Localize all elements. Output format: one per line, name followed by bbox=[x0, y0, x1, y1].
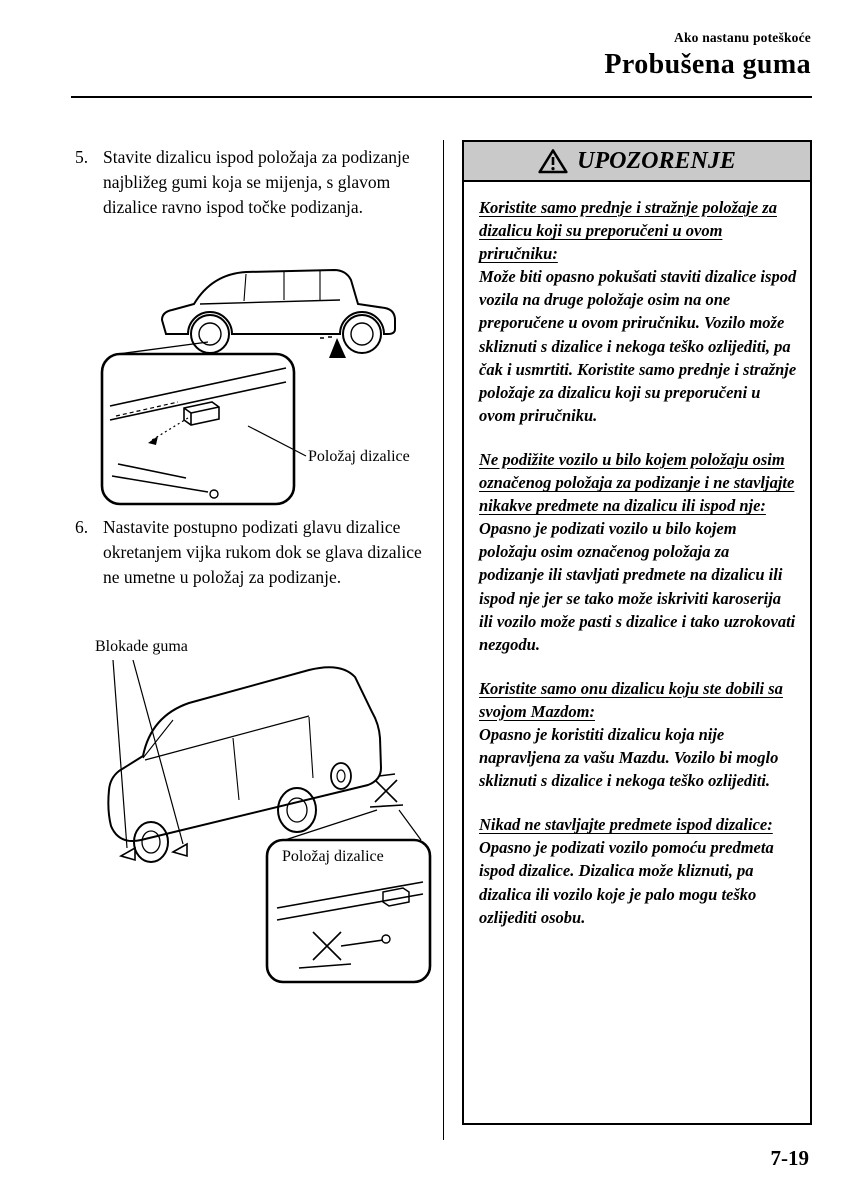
page-title: Probušena guma bbox=[604, 49, 811, 80]
figure1-jack-position-label: Položaj dizalice bbox=[308, 448, 410, 465]
wheel-block-front-icon bbox=[121, 848, 135, 860]
page-number: 7-19 bbox=[770, 1146, 809, 1170]
warning-body bbox=[464, 182, 810, 947]
warning-text: Može biti opasno pokušati staviti dizalice ispod vozila na druge položaje osim na one preporučene u ovom priručniku. Vozilo može skliznuti s dizalice i nekoga teško ozlijediti, pa čak i usmrtiti. Koristite samo prednje i stražnje položaje za dizalicu koji su preporučeni u ovom priručniku. bbox=[479, 267, 797, 425]
warning-heading: Ne podižite vozilo u bilo kojem položaju osim označenog položaja za podizanje i ne stavljajte nikakve predmete na dizalicu ili ispod nje: bbox=[479, 449, 795, 516]
step-6 bbox=[75, 515, 427, 590]
warning-box bbox=[462, 140, 812, 1125]
warning-heading: Koristite samo onu dizalicu koju ste dobili sa svojom Mazdom: bbox=[479, 678, 783, 721]
scissor-jack-under-van bbox=[370, 774, 403, 807]
label-leader-line bbox=[248, 426, 306, 456]
step-6-number: 6. bbox=[75, 517, 89, 537]
figure-jack-position-side-view bbox=[88, 250, 433, 515]
warning-heading: Koristite samo prednje i stražnje položaje za dizalicu koji su preporučeni u ovom priručniku: bbox=[479, 198, 777, 264]
page-header bbox=[604, 30, 811, 81]
step-5-text: Stavite dizalicu ispod položaja za podizanje najbližeg gumi koja se mijenja, s glavom dizalice ravno ispod točke podizanja. bbox=[103, 147, 410, 217]
wheel-block-rear-icon bbox=[173, 844, 187, 856]
warning-section-jack-positions bbox=[479, 196, 797, 427]
warning-section-lift-points bbox=[479, 448, 797, 656]
figure-jack-position-three-quarter-view bbox=[85, 660, 437, 1005]
jack-position-callout-box bbox=[102, 354, 294, 504]
warning-triangle-icon bbox=[538, 148, 568, 174]
step-6-text: Nastavite postupno podizati glavu dizalice okretanjem vijka rukom dok se glava dizalice ne umetne u položaj za podizanje. bbox=[103, 517, 422, 587]
car-side-view-illustration bbox=[162, 270, 395, 353]
header-rule bbox=[71, 96, 812, 98]
magnifier-leader-line bbox=[118, 342, 208, 354]
warning-text: Opasno je podizati vozilo pomoću predmeta ispod dizalice. Dizalica može kliznuti, pa dizalica ili vozilo koje je palo mogu teško ozlijediti osobu. bbox=[479, 838, 774, 927]
warning-text: Opasno je koristiti dizalicu koja nije napravljena za vašu Mazdu. Vozilo bi moglo skliznuti s dizalice i nekoga teško ozlijediti. bbox=[479, 724, 779, 791]
warning-title: UPOZORENJE bbox=[577, 147, 736, 174]
step-5-number: 5. bbox=[75, 147, 89, 167]
column-divider bbox=[443, 140, 444, 1140]
wheel-blocks-leader-lines bbox=[113, 660, 183, 848]
figure2-wheel-blocks-label: Blokade guma bbox=[95, 638, 188, 655]
warning-header bbox=[464, 142, 810, 182]
van-illustration bbox=[108, 667, 381, 862]
breadcrumb: Ako nastanu poteškoće bbox=[674, 30, 811, 45]
step-5 bbox=[75, 145, 427, 220]
warning-section-no-objects bbox=[479, 813, 797, 928]
callout-leader-lines bbox=[285, 810, 421, 840]
figure2-jack-position-label: Položaj dizalice bbox=[282, 848, 384, 865]
warning-section-mazda-jack bbox=[479, 677, 797, 792]
warning-text: Opasno je podizati vozilo u bilo kojem položaju osim označenog položaja za podizanje ili stavljati predmete na dizalicu ili ispod nje jer se tako može iskriviti karoserija ili vozilo može pasti s dizalice i tako uzrokovati nezgodu. bbox=[479, 519, 796, 654]
warning-heading: Nikad ne stavljajte predmete ispod dizalice: bbox=[479, 815, 773, 835]
